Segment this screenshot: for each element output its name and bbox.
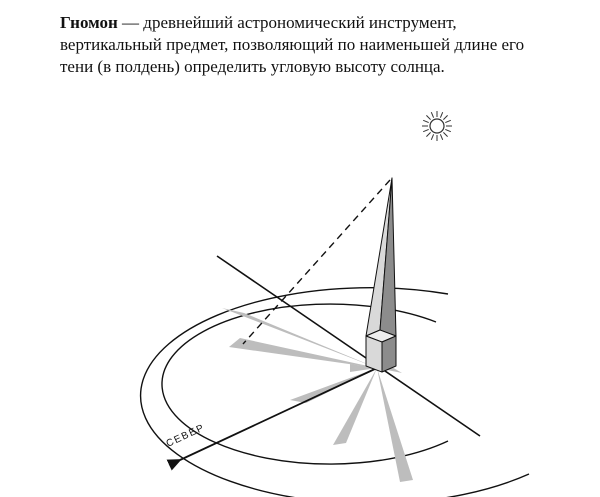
north-arrow: [180, 368, 377, 460]
dial-arcs: [141, 288, 529, 497]
sun-ray-dashed: [243, 180, 390, 344]
definition-term: Гномон: [60, 13, 118, 32]
north-label: СЕВЕР: [164, 422, 207, 450]
sun-icon: [422, 111, 452, 141]
definition-body: — древнейший астрономический инструмент, вертикальный предмет, позволяющий по наименьшей длине его тени (в полдень) определить угловую высоту солнца.: [60, 13, 525, 76]
gnomon-obelisk: [366, 178, 396, 372]
